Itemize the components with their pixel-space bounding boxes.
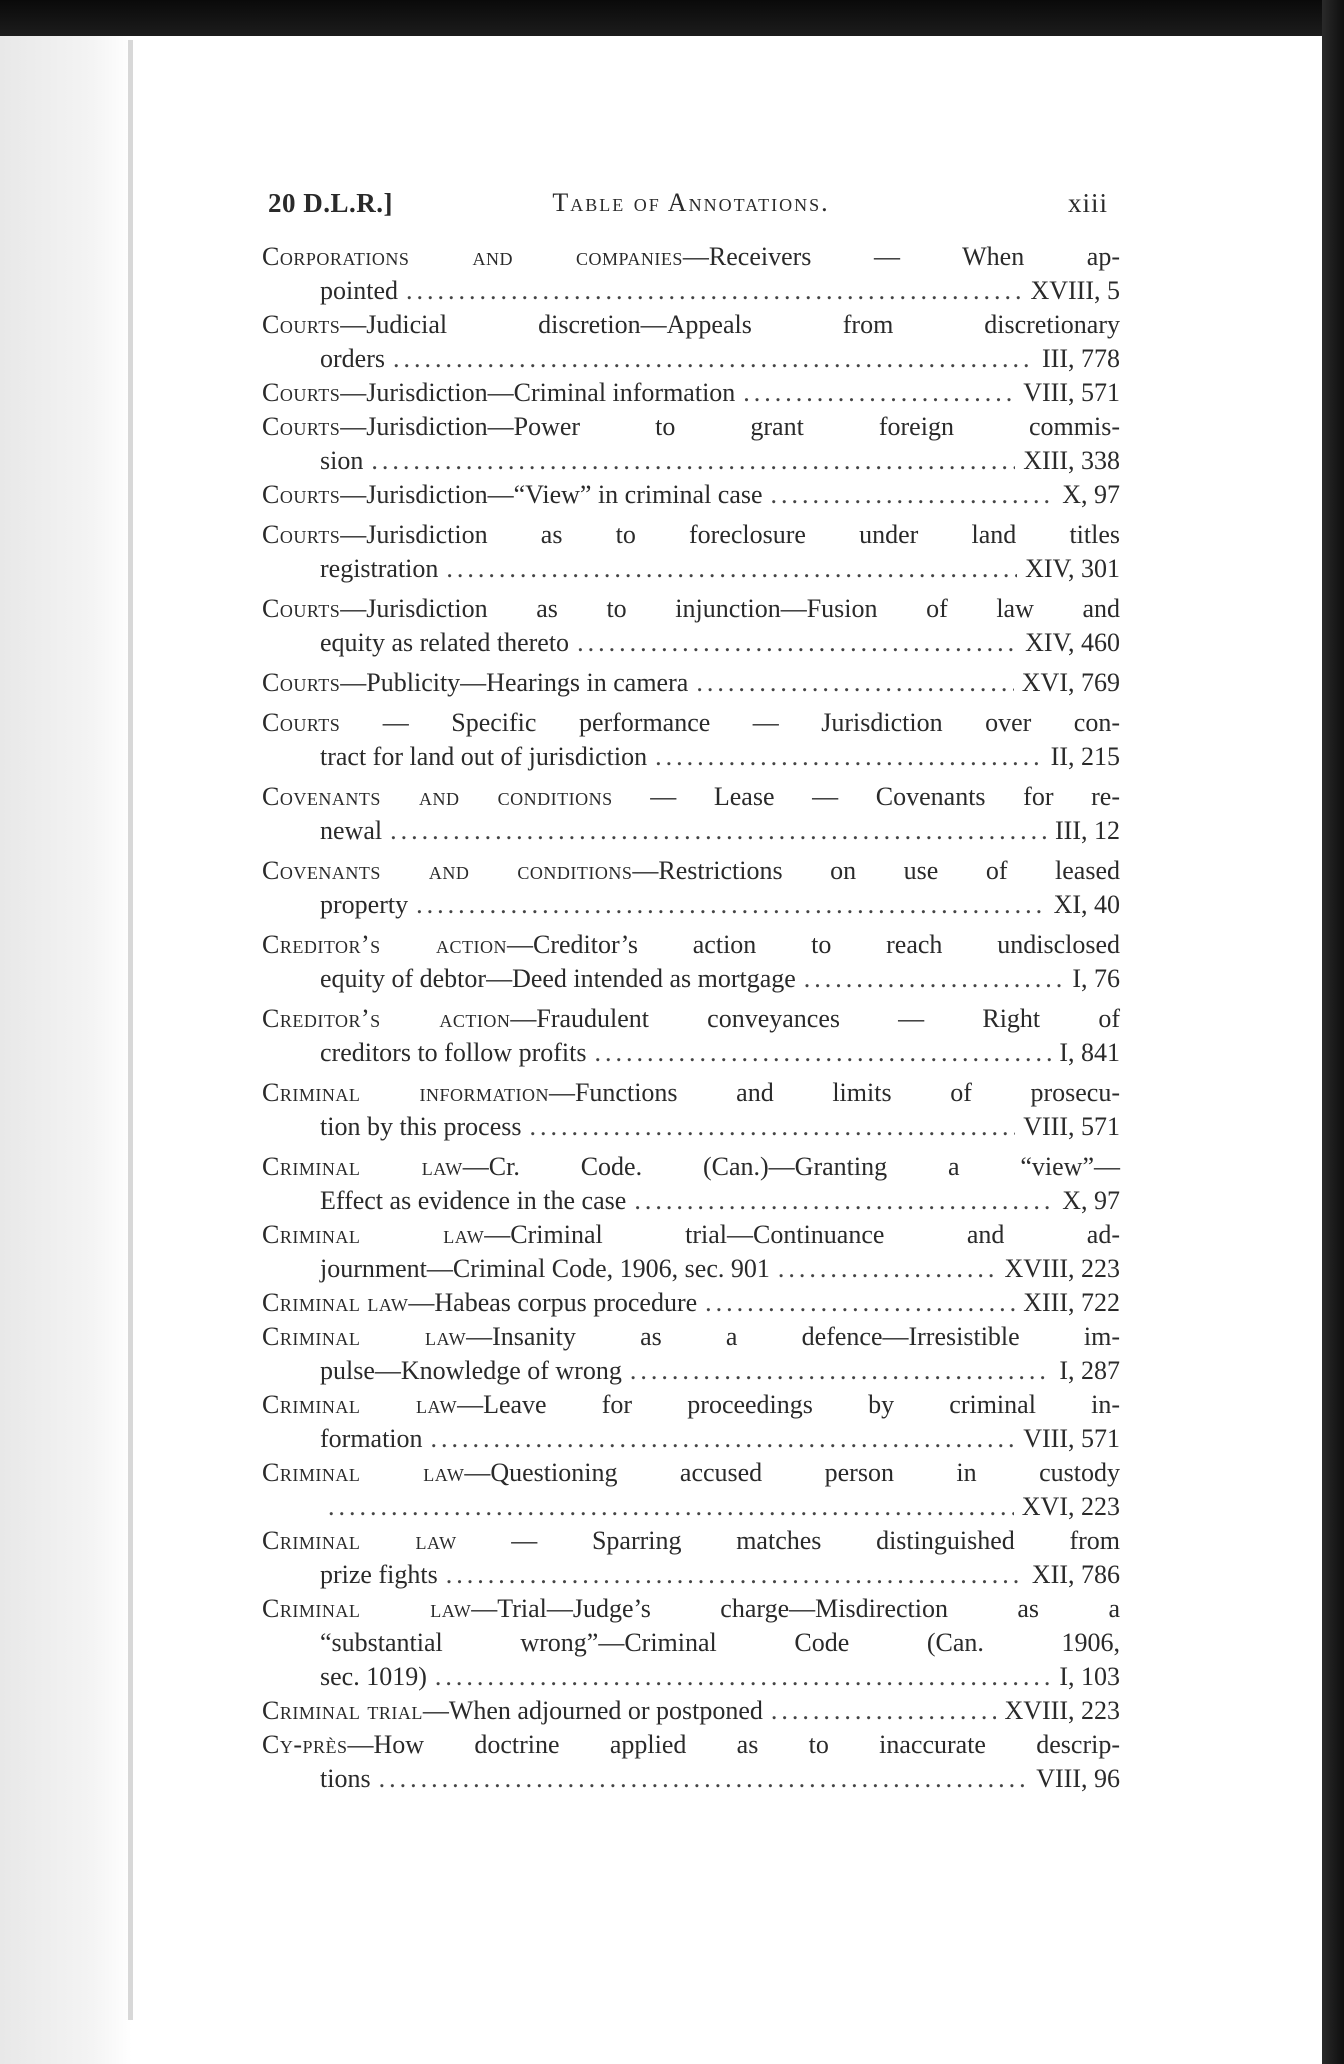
entry-line <box>262 1110 1120 1144</box>
entry-continuation: equity of debtor—Deed intended as mortgage <box>320 964 796 993</box>
entry-reference: VIII, 96 <box>1036 1764 1120 1793</box>
entry-line <box>262 1354 1120 1388</box>
dot-leader <box>416 888 1045 922</box>
dot-leader <box>634 1184 1054 1218</box>
annotation-entry <box>262 928 1120 996</box>
dot-leader <box>328 1490 1014 1524</box>
annotation-entry <box>262 1728 1120 1796</box>
dot-leader <box>406 274 1022 308</box>
entry-line <box>262 962 1120 996</box>
entry-line <box>262 1626 1120 1660</box>
entry-heading: Courts <box>262 480 341 509</box>
dot-leader <box>371 444 1015 478</box>
entry-subject: —Judicial discretion—Appeals from discretionary <box>340 310 1120 339</box>
entry-reference: I, 287 <box>1059 1356 1120 1385</box>
entry-line <box>262 1524 1120 1558</box>
entry-subject: —Cr. Code. (Can.)—Granting a “view”— <box>462 1152 1120 1181</box>
entry-reference: XIII, 722 <box>1023 1288 1120 1317</box>
entry-heading: Criminal law <box>262 1322 467 1351</box>
dot-leader <box>630 1354 1051 1388</box>
entry-heading: Criminal trial <box>262 1696 423 1725</box>
entry-subject: —Jurisdiction—Power to grant foreign commis- <box>340 412 1120 441</box>
entry-continuation: tract for land out of jurisdiction <box>320 742 648 771</box>
entry-line <box>262 1660 1120 1694</box>
dot-leader <box>804 962 1065 996</box>
entry-reference: XVI, 223 <box>1021 1492 1120 1521</box>
annotation-entry <box>262 1592 1120 1694</box>
entry-heading: Covenants and conditions <box>262 856 633 885</box>
entry-line <box>262 444 1120 478</box>
entry-continuation: prize fights <box>320 1560 438 1589</box>
dot-leader <box>655 740 1043 774</box>
entry-continuation: pointed <box>320 276 398 305</box>
entry-reference: III, 778 <box>1042 344 1120 373</box>
entry-reference: X, 97 <box>1062 1186 1120 1215</box>
dot-leader <box>705 1286 1015 1320</box>
entry-line <box>262 592 1120 626</box>
entry-heading: Courts <box>262 708 341 737</box>
dot-leader <box>435 1660 1051 1694</box>
entry-reference: I, 76 <box>1072 964 1120 993</box>
entry-heading: Creditor’s action <box>262 1004 511 1033</box>
entry-subject: —Creditor’s action to reach undisclosed <box>507 930 1121 959</box>
entry-continuation: registration <box>320 554 439 583</box>
entry-line <box>262 706 1120 740</box>
entry-subject: — Sparring matches distinguished from <box>456 1526 1120 1555</box>
annotation-entry <box>262 1320 1120 1388</box>
annotation-entry <box>262 518 1120 586</box>
entry-continuation: formation <box>320 1424 423 1453</box>
entry-line <box>262 410 1120 444</box>
entry-line <box>262 1286 1120 1320</box>
entry-continuation: orders <box>320 344 385 373</box>
entry-heading: Courts <box>262 668 341 697</box>
entry-continuation: creditors to follow profits <box>320 1038 587 1067</box>
dot-leader <box>594 1036 1051 1070</box>
entry-line <box>262 814 1120 848</box>
annotation-entry <box>262 376 1120 410</box>
entry-subject: —Trial—Judge’s charge—Misdirection as a <box>471 1594 1120 1623</box>
entry-line <box>262 308 1120 342</box>
entry-line <box>262 1694 1120 1728</box>
entry-continuation: sion <box>320 446 364 475</box>
entry-heading: Criminal law <box>262 1458 465 1487</box>
entry-heading: Courts <box>262 594 341 623</box>
entry-subject: —Jurisdiction as to foreclosure under land titles <box>340 520 1120 549</box>
dot-leader <box>577 626 1017 660</box>
dot-leader <box>379 1762 1029 1796</box>
entry-subject: —Functions and limits of prosecu- <box>548 1078 1120 1107</box>
entry-heading: Criminal law <box>262 1594 472 1623</box>
book-page <box>262 180 1120 1796</box>
entry-line <box>262 1252 1120 1286</box>
entry-heading: Cy-près <box>262 1730 348 1759</box>
entry-line <box>262 740 1120 774</box>
entry-line <box>262 1036 1120 1070</box>
entry-heading: Criminal law <box>262 1526 457 1555</box>
annotation-entry <box>262 1218 1120 1286</box>
entry-heading: Courts <box>262 378 341 407</box>
entry-heading: Courts <box>262 310 341 339</box>
entry-line <box>262 552 1120 586</box>
entry-subject: —Habeas corpus procedure <box>408 1288 698 1317</box>
dot-leader <box>771 478 1055 512</box>
entry-reference: XVIII, 223 <box>1004 1696 1120 1725</box>
entry-reference: XIII, 338 <box>1023 446 1120 475</box>
entry-continuation: equity as related thereto <box>320 628 570 657</box>
entry-line <box>262 626 1120 660</box>
entry-continuation: tion by this process <box>320 1112 522 1141</box>
entry-continuation: journment—Criminal Code, 1906, sec. 901 <box>320 1254 770 1283</box>
page-title: Table of Annotations. <box>552 188 830 217</box>
entry-line <box>262 854 1120 888</box>
entry-reference: XIV, 460 <box>1025 628 1120 657</box>
entry-line <box>262 1456 1120 1490</box>
entry-reference: II, 215 <box>1050 742 1120 771</box>
annotation-entry <box>262 1456 1120 1524</box>
running-head <box>262 180 1120 232</box>
annotation-entries <box>262 240 1120 1796</box>
entry-heading: Corporations and companies <box>262 242 683 271</box>
annotation-entry <box>262 706 1120 774</box>
entry-line <box>262 1002 1120 1036</box>
annotation-entry <box>262 780 1120 848</box>
entry-reference: I, 103 <box>1059 1662 1120 1691</box>
entry-line <box>262 1422 1120 1456</box>
entry-heading: Criminal law <box>262 1390 458 1419</box>
entry-subject: —Receivers — When ap- <box>682 242 1121 271</box>
entry-heading: Courts <box>262 520 341 549</box>
entry-heading: Creditor’s action <box>262 930 507 959</box>
annotation-entry <box>262 240 1120 308</box>
page-number: xiii <box>1067 188 1108 218</box>
annotation-entry <box>262 1524 1120 1592</box>
annotation-entry <box>262 1076 1120 1144</box>
entry-heading: Courts <box>262 412 341 441</box>
entry-line <box>262 1320 1120 1354</box>
scan-right-border <box>1322 0 1344 2064</box>
entry-reference: III, 12 <box>1055 816 1120 845</box>
entry-subject: —Restrictions on use of leased <box>632 856 1120 885</box>
entry-heading: Criminal law <box>262 1152 463 1181</box>
entry-line <box>262 1388 1120 1422</box>
entry-subject: —How doctrine applied as to inaccurate descrip- <box>347 1730 1120 1759</box>
dot-leader <box>446 1558 1024 1592</box>
entry-line <box>262 1762 1120 1796</box>
annotation-entry <box>262 1150 1120 1218</box>
entry-reference: VIII, 571 <box>1023 378 1120 407</box>
entry-line <box>262 342 1120 376</box>
dot-leader <box>743 376 1015 410</box>
entry-reference: XII, 786 <box>1031 1560 1120 1589</box>
scan-left-margin <box>0 0 132 2064</box>
entry-subject: —Publicity—Hearings in camera <box>340 668 689 697</box>
entry-line <box>262 1558 1120 1592</box>
entry-reference: XVIII, 5 <box>1030 276 1120 305</box>
entry-reference: VIII, 571 <box>1023 1424 1120 1453</box>
entry-reference: XIV, 301 <box>1025 554 1120 583</box>
entry-line <box>262 1150 1120 1184</box>
entry-line <box>262 240 1120 274</box>
entry-reference: VIII, 571 <box>1023 1112 1120 1141</box>
entry-line <box>262 1218 1120 1252</box>
entry-subject: — Lease — Covenants for re- <box>612 782 1120 811</box>
binding-shadow <box>128 40 133 2020</box>
entry-reference: I, 841 <box>1059 1038 1120 1067</box>
annotation-entry <box>262 592 1120 660</box>
entry-line <box>262 376 1120 410</box>
entry-continuation: tions <box>320 1764 371 1793</box>
entry-line <box>262 274 1120 308</box>
scan-top-border <box>0 0 1344 36</box>
entry-continuation: property <box>320 890 409 919</box>
entry-heading: Criminal law <box>262 1220 485 1249</box>
entry-reference: XI, 40 <box>1053 890 1120 919</box>
entry-reference: X, 97 <box>1062 480 1120 509</box>
dot-leader <box>696 666 1013 700</box>
annotation-entry <box>262 1388 1120 1456</box>
entry-line <box>262 478 1120 512</box>
entry-subject: — Specific performance — Jurisdiction over con- <box>340 708 1120 737</box>
dot-leader <box>778 1252 997 1286</box>
entry-subject: —Jurisdiction—Criminal information <box>340 378 736 407</box>
volume-reference: 20 D.L.R.] <box>268 188 393 218</box>
entry-subject: —Questioning accused person in custody <box>464 1458 1120 1487</box>
annotation-entry <box>262 854 1120 922</box>
entry-continuation: sec. 1019) <box>320 1662 427 1691</box>
entry-line <box>262 888 1120 922</box>
entry-line <box>262 1592 1120 1626</box>
dot-leader <box>390 814 1047 848</box>
annotation-entry <box>262 478 1120 512</box>
dot-leader <box>393 342 1034 376</box>
entry-subject: —Leave for proceedings by criminal in- <box>457 1390 1120 1419</box>
entry-line <box>262 1490 1120 1524</box>
dot-leader <box>446 552 1017 586</box>
entry-continuation: pulse—Knowledge of wrong <box>320 1356 622 1385</box>
entry-reference: XVIII, 223 <box>1004 1254 1120 1283</box>
entry-subject: —Fraudulent conveyances — Right of <box>510 1004 1120 1033</box>
annotation-entry <box>262 1286 1120 1320</box>
entry-line <box>262 518 1120 552</box>
dot-leader <box>431 1422 1016 1456</box>
dot-leader <box>771 1694 997 1728</box>
annotation-entry <box>262 666 1120 700</box>
entry-line <box>262 1728 1120 1762</box>
annotation-entry <box>262 1002 1120 1070</box>
entry-subject: —Insanity as a defence—Irresistible im- <box>466 1322 1120 1351</box>
annotation-entry <box>262 410 1120 478</box>
entry-line <box>262 928 1120 962</box>
entry-line <box>262 1076 1120 1110</box>
annotation-entry <box>262 308 1120 376</box>
entry-heading: Criminal information <box>262 1078 549 1107</box>
entry-line <box>262 666 1120 700</box>
annotation-entry <box>262 1694 1120 1728</box>
entry-subject: —Jurisdiction—“View” in criminal case <box>340 480 763 509</box>
dot-leader <box>530 1110 1016 1144</box>
entry-subject: —Jurisdiction as to injunction—Fusion of law and <box>340 594 1120 623</box>
entry-line <box>262 780 1120 814</box>
entry-subject: —Criminal trial—Continuance and ad- <box>484 1220 1120 1249</box>
entry-subject: —When adjourned or postponed <box>422 1696 763 1725</box>
entry-reference: XVI, 769 <box>1021 668 1120 697</box>
entry-heading: Criminal law <box>262 1288 409 1317</box>
entry-continuation: “substantial wrong”—Criminal Code (Can. 1906, <box>320 1628 1120 1657</box>
entry-heading: Covenants and conditions <box>262 782 613 811</box>
entry-continuation: newal <box>320 816 383 845</box>
entry-continuation: Effect as evidence in the case <box>320 1186 627 1215</box>
entry-line <box>262 1184 1120 1218</box>
